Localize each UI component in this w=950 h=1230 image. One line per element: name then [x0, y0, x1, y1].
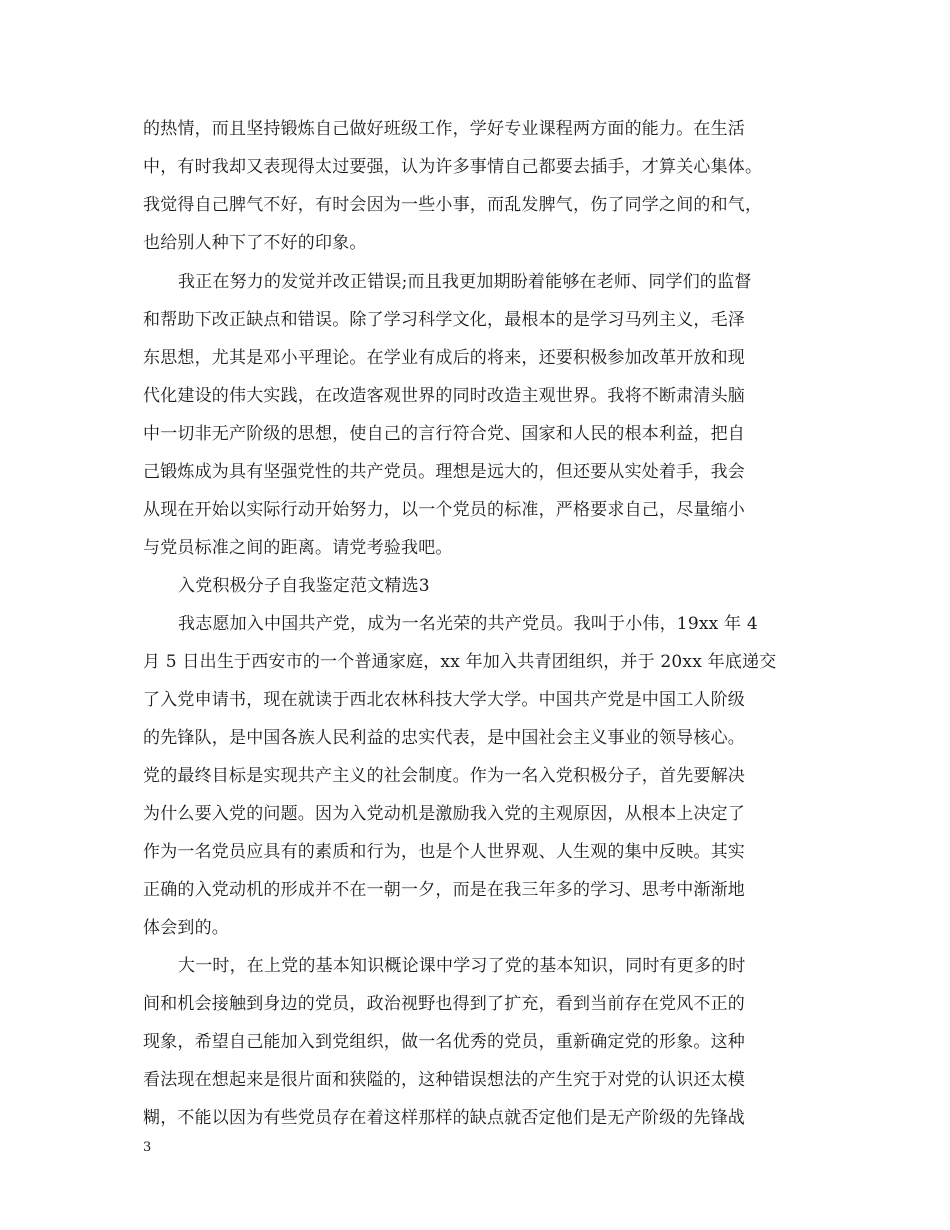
text-line: 看法现在想起来是很片面和狭隘的，这种错误想法的产生究于对党的认识还太模: [143, 1070, 745, 1090]
text-line: 我觉得自己脾气不好，有时会因为一些小事，而乱发脾气，伤了同学之间的和气，: [143, 195, 763, 215]
text-line: 现象，希望自己能加入到党组织，做一名优秀的党员，重新确定党的形象。这种: [143, 1032, 745, 1052]
text-line: 代化建设的伟大实践，在改造客观世界的同时改造主观世界。我将不断肃清头脑: [143, 386, 745, 406]
text-line: 中一切非无产阶级的思想，使自己的言行符合党、国家和人民的根本利益，把自: [143, 424, 745, 444]
text-line: 东思想，尤其是邓小平理论。在学业有成后的将来，还要积极参加改革开放和现: [143, 348, 745, 368]
text-line: 己锻炼成为具有坚强党性的共产党员。理想是远大的，但还要从实处着手，我会: [143, 462, 745, 482]
page-number: 3: [143, 1140, 152, 1155]
text-line: 月 5 日出生于西安市的一个普通家庭，xx 年加入共青团组织，并于 20xx 年底递交: [143, 652, 777, 672]
text-line: 我正在努力的发觉并改正错误;而且我更加期盼着能够在老师、同学们的监督: [178, 272, 752, 292]
text-line: 了入党申请书，现在就读于西北农林科技大学大学。中国共产党是中国工人阶级: [143, 690, 745, 710]
text-line: 和帮助下改正缺点和错误。除了学习科学文化，最根本的是学习马列主义，毛泽: [143, 310, 745, 330]
text-line: 与党员标准之间的距离。请党考验我吧。: [143, 538, 453, 558]
text-line: 糊，不能以因为有些党员存在着这样那样的缺点就否定他们是无产阶级的先锋战: [143, 1108, 745, 1128]
text-line: 间和机会接触到身边的党员，政治视野也得到了扩充，看到当前存在党风不正的: [143, 994, 745, 1014]
text-line: 从现在开始以实际行动开始努力，以一个党员的标准，严格要求自己，尽量缩小: [143, 500, 745, 520]
text-line: 也给别人种下了不好的印象。: [143, 233, 367, 253]
text-line: 中，有时我却又表现得太过要强，认为许多事情自己都要去插手，才算关心集体。: [143, 157, 763, 177]
text-line: 体会到的。: [143, 918, 229, 938]
text-line: 的热情，而且坚持锻炼自己做好班级工作，学好专业课程两方面的能力。在生活: [143, 119, 745, 139]
text-line: 正确的入党动机的形成并不在一朝一夕，而是在我三年多的学习、思考中渐渐地: [143, 880, 745, 900]
text-line: 的先锋队，是中国各族人民利益的忠实代表，是中国社会主义事业的领导核心。: [143, 728, 745, 748]
section-heading: 入党积极分子自我鉴定范文精选3: [178, 576, 430, 596]
text-line: 党的最终目标是实现共产主义的社会制度。作为一名入党积极分子，首先要解决: [143, 766, 745, 786]
text-line: 大一时，在上党的基本知识概论课中学习了党的基本知识，同时有更多的时: [178, 956, 746, 976]
text-line: 作为一名党员应具有的素质和行为，也是个人世界观、人生观的集中反映。其实: [143, 842, 745, 862]
text-line: 我志愿加入中国共产党，成为一名光荣的共产党员。我叫于小伟，19xx 年 4: [178, 614, 758, 634]
text-line: 为什么要入党的问题。因为入党动机是激励我入党的主观原因，从根本上决定了: [143, 804, 745, 824]
